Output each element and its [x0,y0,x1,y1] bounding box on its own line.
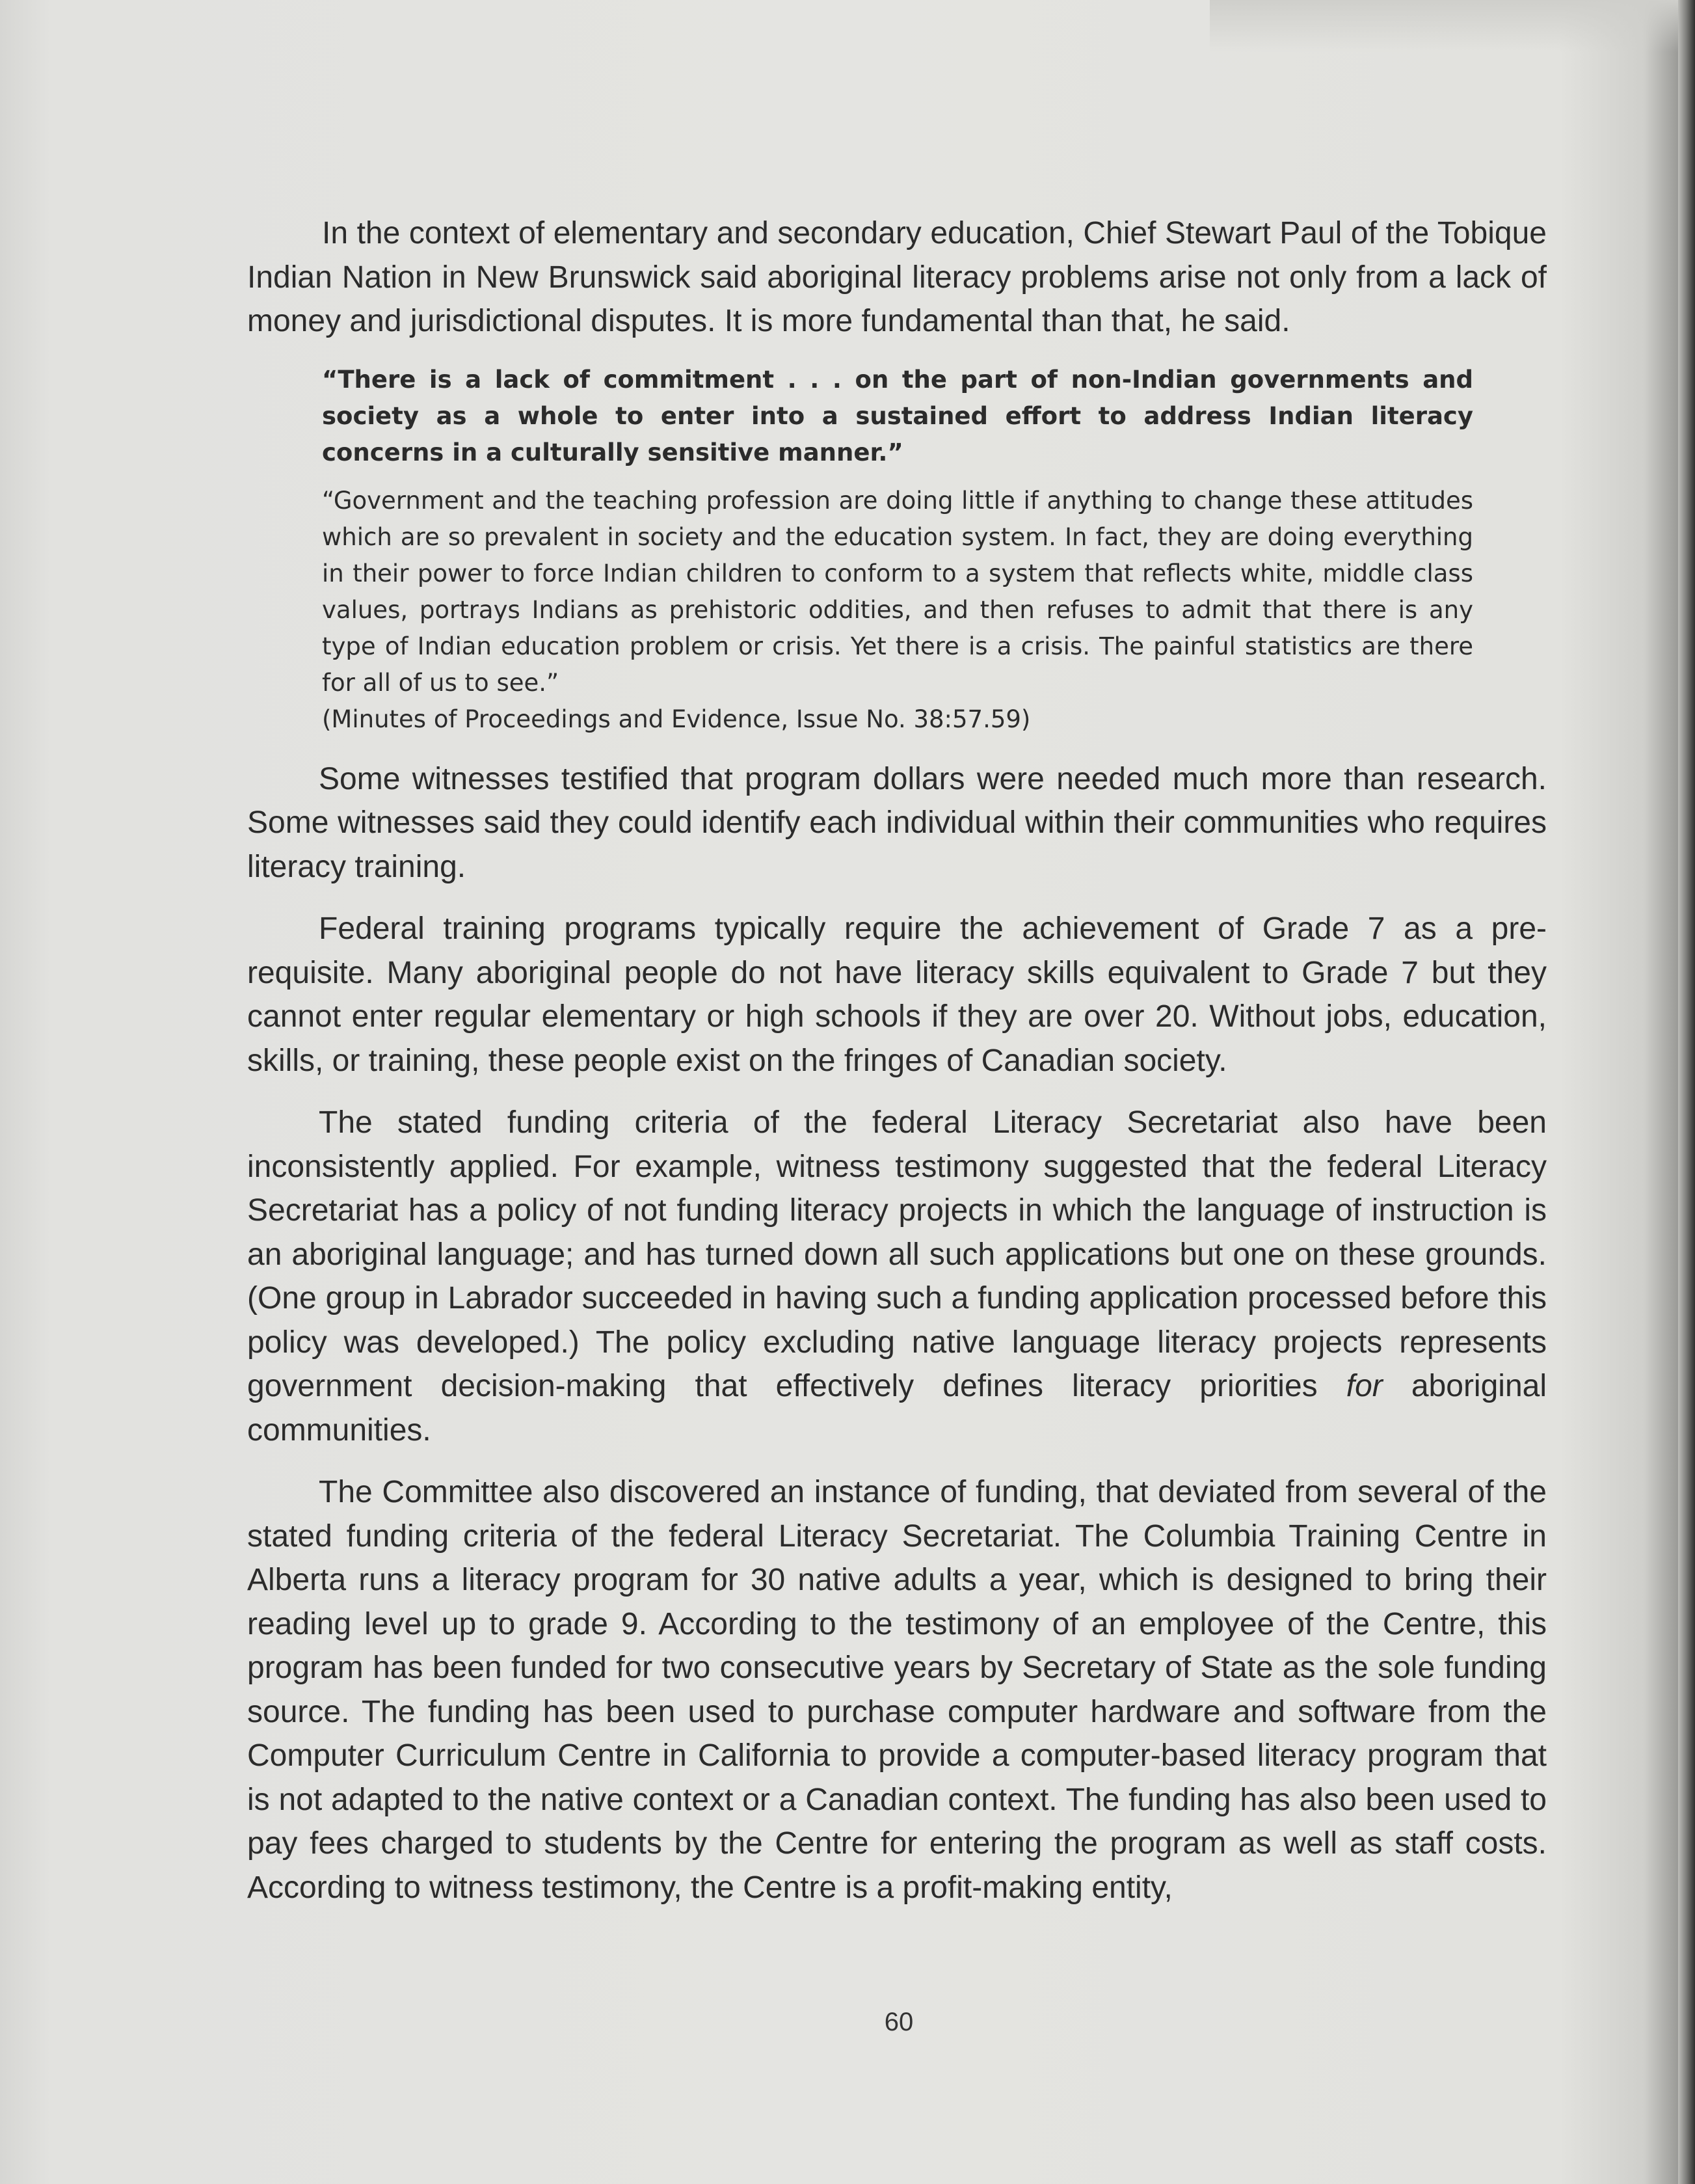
paragraph-funding-criteria [247,1101,1547,1452]
paragraph-intro: In the context of elementary and secondary education, Chief Stewart Paul of the Tobique Indian Nation in New Brunswick said aboriginal literacy problems arise not only from a lack of money and jurisdictional disputes. It is more fundamental than that, he said. [247,216,1547,338]
quote-plain: “Government and the teaching profession are doing little if anything to change these attitudes which are so prevalent in society and the education system. In fact, they are doing everything in their power to force Indian children to conform to a system that reflects white, middle class values, portrays Indians as prehistoric oddities, and then refuses to admit that there is any type of Indian education problem or crisis. Yet there is a crisis. The painful statistics are there for all of us to see.” [322,486,1473,697]
body-text [247,211,1547,1928]
paragraph-funding-criteria-text: The stated funding criteria of the federal Literacy Secretariat also have been inconsistently applied. For example, witness testimony suggested that the federal Literacy Secretariat has a policy of not funding literacy projects in which the language of instruction is an aboriginal language; and has turned down all such applications but one on these grounds. (One group in Labrador succeeded in having such a funding application processed before this policy was developed.) The policy excluding native language literacy projects represents government decision-making that effectively defines literacy priorities [247,1105,1547,1403]
paragraph-federal-training: Federal training programs typically require the achievement of Grade 7 as a pre-requisite. Many aboriginal people do not have literacy skills equivalent to Grade 7 but they cannot enter regular elementary or high schools if they are over 20. Without jobs, education, skills, or training, these people exist on the fringes of Canadian society. [247,911,1547,1078]
page-edge-shadow [1678,0,1695,2184]
paragraph-committee-discovery: The Committee also discovered an instance of funding, that deviated from several of the stated funding criteria of the federal Literacy Secretariat. The Columbia Training Centre in Alberta runs a literacy program for 30 native adults a year, which is designed to bring their reading level up to grade 9. According to the testimony of an employee of the Centre, this program has been funded for two consecutive years by Secretary of State as the sole funding source. The funding has been used to purchase computer hardware and software from the Computer Curriculum Centre in California to provide a computer-based literacy program that is not adapted to the native context or a Canadian context. The funding has also been used to pay fees charged to students by the Centre for entering the program as well as staff costs. According to witness testimony, the Centre is a profit-making entity, [247,1475,1547,1905]
paragraph-funding-criteria-end: aboriginal communities. [247,1369,1547,1448]
quote-bold: “There is a lack of commitment . . . on the part of non-Indian governments and society as a whole to enter into a sustained effort to address Indian literacy concerns in a culturally sensitive manner.” [322,365,1473,466]
block-quote [322,362,1473,738]
paragraph-witnesses: Some witnesses testified that program dollars were needed much more than research. Some witnesses said they could identify each individual within their communities who requires literacy training. [247,761,1547,884]
italic-for: for [1346,1369,1383,1403]
quote-citation: (Minutes of Proceedings and Evidence, Issue No. 38:57.59) [322,705,1031,733]
page-number: 60 [884,2008,914,2036]
page-shadow-top [1210,0,1678,52]
